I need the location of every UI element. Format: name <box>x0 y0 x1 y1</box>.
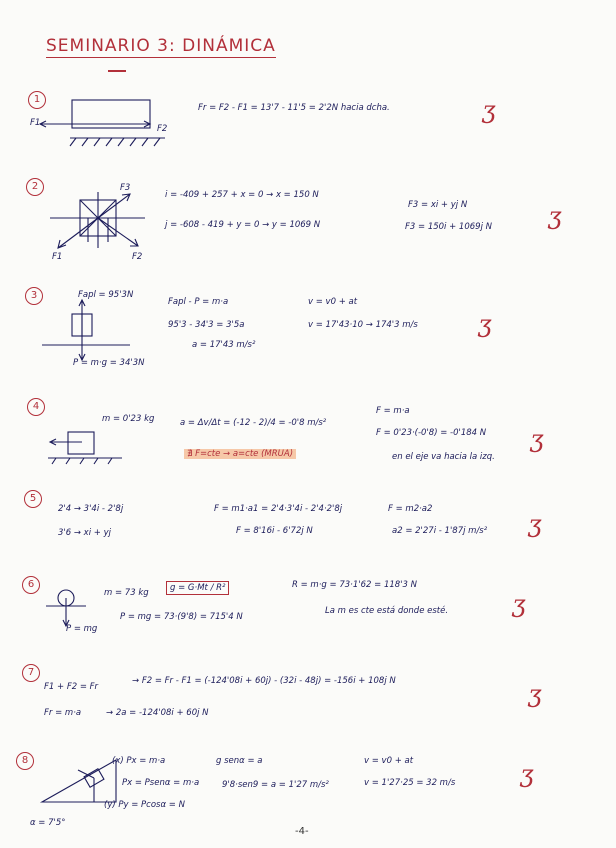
label-f3: F3 <box>120 183 131 193</box>
problem-number-1: 1 <box>28 91 46 109</box>
problem-number-6: 6 <box>22 576 40 594</box>
p3-line-1: Fapl - P = m·a <box>168 297 229 307</box>
label-fapl: Fapl = 95'3N <box>78 290 134 300</box>
p7-line-3: Fr = m·a <box>44 708 82 718</box>
p8-line-4: g senα = a <box>216 756 263 766</box>
p6-mass: m = 73 kg <box>104 588 149 598</box>
label-f2-b: F2 <box>132 252 143 262</box>
p7-line-2: → F2 = Fr - F1 = (-124'08i + 60j) - (32i - 48j) = -156i + 108j N <box>132 676 396 686</box>
p1-line-1: Fr = F2 - F1 = 13'7 - 11'5 = 2'2N hacia dcha. <box>198 103 390 113</box>
p5-line-3: F = m1·a1 = 2'4·3'4i - 2'4·2'8j <box>214 504 343 514</box>
p8-line-3: (y) Py = Pcosα = N <box>104 800 185 810</box>
label-angle: α = 7'5° <box>30 818 66 828</box>
p8-line-2: Px = Psenα = m·a <box>122 778 200 788</box>
p3-line-2: 95'3 - 34'3 = 3'5a <box>168 320 245 330</box>
p4-line-f-value: F = 0'23·(-0'8) = -0'184 N <box>376 428 487 438</box>
label-f1-b: F1 <box>52 252 63 262</box>
problem-number-2: 2 <box>26 178 44 196</box>
check-mark-5: ʒ <box>528 510 542 538</box>
problem-number-8: 8 <box>16 752 34 770</box>
p5-line-5: F = m2·a2 <box>388 504 433 514</box>
p2-line-3: F3 = xi + yj N <box>408 200 468 210</box>
p3-line-3: a = 17'43 m/s² <box>192 340 256 350</box>
p2-line-2: j = -608 - 419 + y = 0 → y = 1069 N <box>165 220 321 230</box>
problem-number-5: 5 <box>24 490 42 508</box>
problem-number-4: 4 <box>27 398 45 416</box>
page-title: SEMINARIO 3: DINÁMICA <box>46 36 276 56</box>
check-mark-1: ʒ <box>482 96 496 124</box>
figure-block-forces <box>30 100 170 150</box>
p4-direction: en el eje va hacia la izq. <box>392 452 495 462</box>
p7-line-1: F1 + F2 = Fr <box>44 682 99 692</box>
page-number: -4- <box>295 826 309 837</box>
p4-mass: m = 0'23 kg <box>102 414 155 424</box>
check-mark-2: ʒ <box>548 202 562 230</box>
p5-line-6: a2 = 2'27i - 1'87j m/s² <box>392 526 488 536</box>
p6-note: La m es cte está donde esté. <box>325 606 449 616</box>
check-mark-7: ʒ <box>528 680 542 708</box>
p5-line-4: F = 8'16i - 6'72j N <box>236 526 313 536</box>
p5-line-1: 2'4 → 3'4i - 2'8j <box>58 504 124 514</box>
p3-line-5: v = 17'43·10 → 174'3 m/s <box>308 320 418 330</box>
p8-line-6: v = v0 + at <box>364 756 414 766</box>
label-f1: F1 <box>30 118 41 128</box>
label-f2: F2 <box>157 124 168 134</box>
figure-vertical-forces <box>42 300 132 365</box>
problem-number-7: 7 <box>22 664 40 682</box>
label-weight-6: P = mg <box>66 624 98 634</box>
p8-line-7: v = 1'27·25 = 32 m/s <box>364 778 456 788</box>
label-weight-3: P = m·g = 34'3N <box>73 358 145 368</box>
figure-block-left-force <box>46 428 126 468</box>
p6-weight: P = mg = 73·(9'8) = 715'4 N <box>120 612 243 622</box>
p6-moon-weight: R = m·g = 73·1'62 = 118'3 N <box>292 580 417 590</box>
p2-line-4: F3 = 150i + 1069j N <box>405 222 492 232</box>
p7-line-4: → 2a = -124'08i + 60j N <box>106 708 209 718</box>
p2-line-1: i = -409 + 257 + x = 0 → x = 150 N <box>165 190 319 200</box>
p3-line-4: v = v0 + at <box>308 297 358 307</box>
p5-line-2: 3'6 → xi + yj <box>58 528 111 538</box>
check-mark-8: ʒ <box>520 760 534 788</box>
check-mark-4: ʒ <box>530 425 544 453</box>
title-dash <box>108 70 126 72</box>
p6-gravity-formula: g = G·Mt / R² <box>166 581 229 595</box>
check-mark-3: ʒ <box>478 310 492 338</box>
check-mark-6: ʒ <box>512 590 526 618</box>
p4-note-highlight: ∄ F=cte → a=cte (MRUA) <box>184 449 296 459</box>
p4-accel: a = Δv/Δt = (-12 - 2)/4 = -0'8 m/s² <box>180 418 327 428</box>
figure-force-diagram <box>50 190 150 260</box>
p8-line-5: 9'8·sen9 = a = 1'27 m/s² <box>222 780 329 790</box>
p4-line-f: F = m·a <box>376 406 410 416</box>
p8-line-1: (x) Px = m·a <box>112 756 166 766</box>
problem-number-3: 3 <box>25 287 43 305</box>
